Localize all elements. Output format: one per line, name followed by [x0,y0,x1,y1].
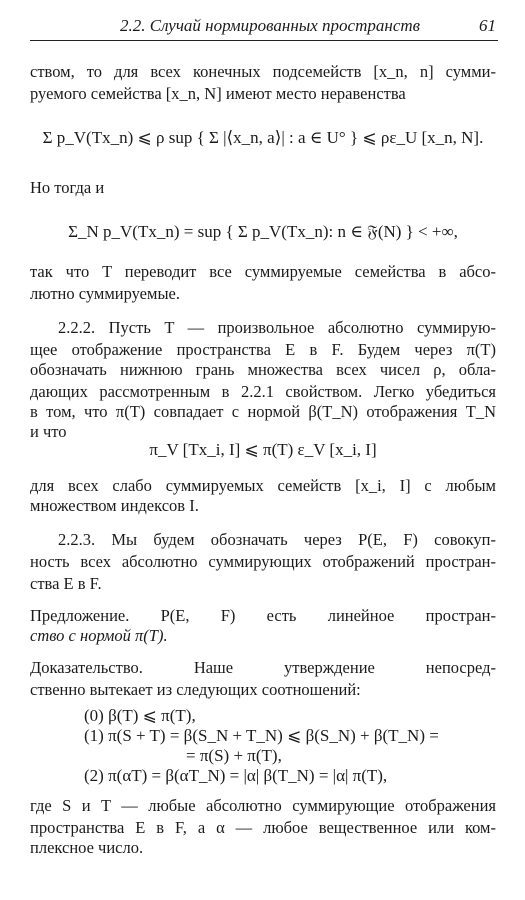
proof-line: Доказательство. Наше утверждение непосред- [30,658,496,677]
paragraph-2-2-2-start: 2.2.2. Пусть T — произвольное абсолютно суммирую- [58,318,496,337]
text-line: множеством индексов I. [30,496,199,515]
equation-1-continued: = π(S) + π(T), [186,746,282,765]
formula-pi-estimate: π_V [Tx_i, I] ⩽ π(T) ε_V [x_i, I] [149,440,377,459]
text-line: обозначать нижнюю грань множества всех чисел ρ, обла- [30,360,496,379]
text-line: ства E в F. [30,574,102,593]
text-line: дающих рассмотренным в 2.2.1 свойством. Легко убедиться [30,382,496,401]
equation-0: (0) β(T) ⩽ π(T), [84,706,196,725]
section-title: 2.2. Случай нормированных пространств [120,16,421,35]
text-line: ством, то для всех конечных подсемейств [x_n, n] сумми- [30,62,496,81]
text-line: ность всех абсолютно суммирующих отображений простран- [30,552,496,571]
running-header [30,10,498,41]
text-line: щее отображение пространства E в F. Будем через π(T) [30,340,496,359]
text-line: в том, что π(T) совпадает с нормой β(T_N) отображения T_N [30,402,496,421]
text-line: лютно суммируемые. [30,284,180,303]
text-line: Но тогда и [30,178,105,197]
text-line: так что T переводит все суммируемые семейства в абсо- [30,262,496,281]
equation-2: (2) π(αT) = β(αT_N) = |α| β(T_N) = |α| π(T), [84,766,388,785]
text-line: руемого семейства [x_n, N] имеют место неравенства [30,84,406,103]
formula-inequality: Σ p_V(Tx_n) ⩽ ρ sup { Σ |⟨x_n, a⟩| : a ∈ U° } ⩽ ρε_U [x_n, N]. [42,128,484,147]
paragraph-2-2-3-start: 2.2.3. Мы будем обозначать через P(E, F) совокуп- [58,530,496,549]
proposition-line: Предложение. P(E, F) есть линейное простран- [30,606,496,625]
equation-1: (1) π(S + T) = β(S_N + T_N) ⩽ β(S_N) + β(T_N) = [84,726,439,745]
text-line: ственно вытекает из следующих соотношений: [30,680,361,699]
page-number: 61 [479,16,496,35]
text-line: для всех слабо суммируемых семейств [x_i, I] с любым [30,476,496,495]
text-line: и что [30,422,67,441]
text-line: плексное число. [30,838,144,857]
text-line: где S и T — любые абсолютно суммирующие отображения [30,796,496,815]
formula-sum-sup: Σ_N p_V(Tx_n) = sup { Σ p_V(Tx_n): n ∈ 𝔉(N) } < +∞, [68,222,458,241]
text-line: пространства E в F, а α — любое вещественное или ком- [30,818,496,837]
proposition-line: ство с нормой π(T). [30,626,168,645]
